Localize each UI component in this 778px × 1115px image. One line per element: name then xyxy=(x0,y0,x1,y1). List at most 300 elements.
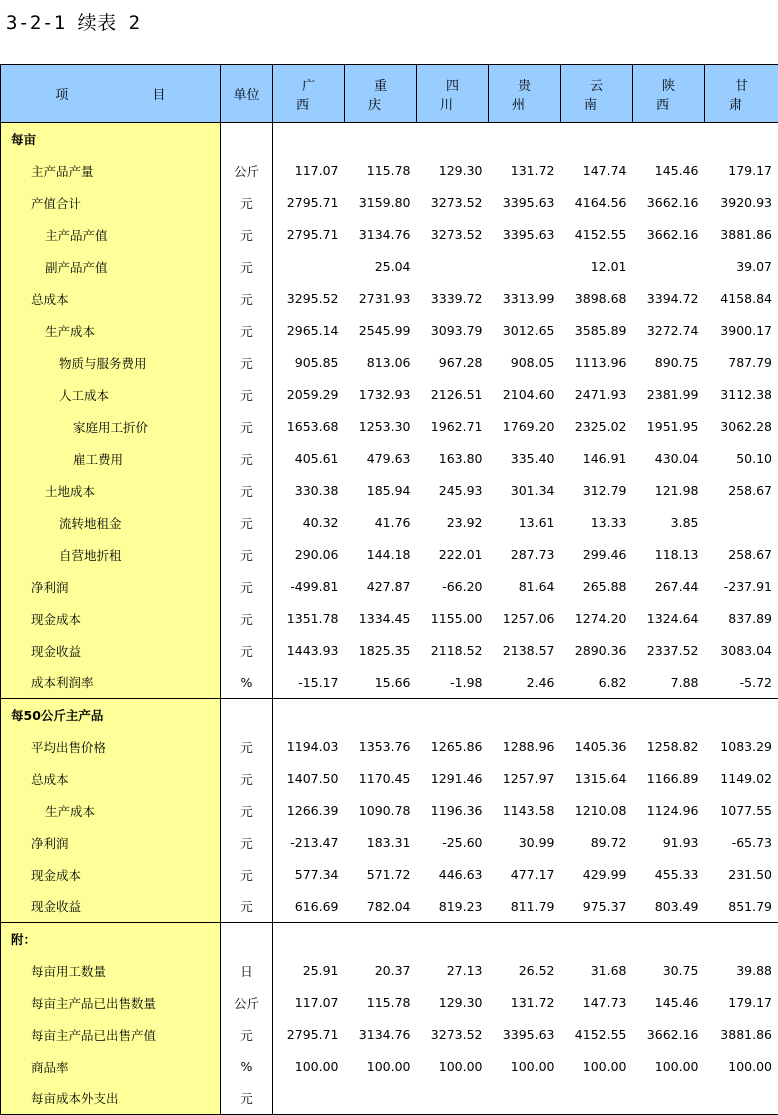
cell-value: 1258.82 xyxy=(633,731,705,763)
cell-value: 2795.71 xyxy=(273,219,345,251)
table-row xyxy=(1,1051,778,1083)
row-label: 成本利润率 xyxy=(1,667,221,699)
cell-value: 2795.71 xyxy=(273,187,345,219)
row-unit: 元 xyxy=(221,635,273,667)
cell-value: 100.00 xyxy=(273,1051,345,1083)
cell-value: 91.93 xyxy=(633,827,705,859)
cell-value: 2965.14 xyxy=(273,315,345,347)
cell-value: 2795.71 xyxy=(273,1019,345,1051)
cell-value: 4152.55 xyxy=(561,219,633,251)
row-label: 家庭用工折价 xyxy=(1,411,221,443)
cell-value: 1274.20 xyxy=(561,603,633,635)
row-unit: 元 xyxy=(221,219,273,251)
cell-value xyxy=(633,1083,705,1115)
cell-value: 3273.52 xyxy=(417,219,489,251)
table-row xyxy=(1,1083,778,1115)
row-unit: % xyxy=(221,667,273,699)
row-label: 每亩用工数量 xyxy=(1,955,221,987)
cell-value: 1083.29 xyxy=(705,731,778,763)
cell-value: 3662.16 xyxy=(633,219,705,251)
cell-value xyxy=(345,699,417,731)
row-label: 现金成本 xyxy=(1,603,221,635)
table-row xyxy=(1,667,778,699)
row-label: 主产品产量 xyxy=(1,155,221,187)
header-item: 项 目 xyxy=(1,65,221,123)
row-unit: 公斤 xyxy=(221,987,273,1019)
table-row xyxy=(1,699,778,731)
cell-value: 183.31 xyxy=(345,827,417,859)
cell-value: 3395.63 xyxy=(489,219,561,251)
cell-value: 1653.68 xyxy=(273,411,345,443)
cell-value xyxy=(273,1083,345,1115)
row-unit: 元 xyxy=(221,443,273,475)
cell-value xyxy=(561,923,633,955)
cell-value: 1407.50 xyxy=(273,763,345,795)
row-unit: 公斤 xyxy=(221,155,273,187)
cell-value xyxy=(705,1083,778,1115)
table-row xyxy=(1,251,778,283)
cell-value: 39.88 xyxy=(705,955,778,987)
cell-value: 479.63 xyxy=(345,443,417,475)
cell-value xyxy=(345,123,417,155)
cell-value: 4158.84 xyxy=(705,283,778,315)
cell-value: -499.81 xyxy=(273,571,345,603)
row-label: 净利润 xyxy=(1,571,221,603)
row-label: 产值合计 xyxy=(1,187,221,219)
table-row xyxy=(1,635,778,667)
row-unit: 元 xyxy=(221,763,273,795)
row-unit: 元 xyxy=(221,603,273,635)
row-unit: 元 xyxy=(221,315,273,347)
table-row xyxy=(1,443,778,475)
cell-value: 129.30 xyxy=(417,987,489,1019)
cell-value xyxy=(345,923,417,955)
table-row xyxy=(1,379,778,411)
cell-value: -66.20 xyxy=(417,571,489,603)
cell-value xyxy=(489,1083,561,1115)
cell-value: 25.91 xyxy=(273,955,345,987)
row-label: 附： xyxy=(1,923,221,955)
header-unit: 单位 xyxy=(221,65,273,123)
cell-value: 118.13 xyxy=(633,539,705,571)
row-unit: 日 xyxy=(221,955,273,987)
row-unit: 元 xyxy=(221,827,273,859)
cell-value: 967.28 xyxy=(417,347,489,379)
cell-value: 3273.52 xyxy=(417,187,489,219)
cell-value: 100.00 xyxy=(561,1051,633,1083)
cell-value: 3898.68 xyxy=(561,283,633,315)
cell-value: 20.37 xyxy=(345,955,417,987)
row-unit: 元 xyxy=(221,731,273,763)
cell-value: 1090.78 xyxy=(345,795,417,827)
data-table xyxy=(0,64,778,1115)
table-row xyxy=(1,347,778,379)
row-unit: 元 xyxy=(221,859,273,891)
cell-value: 477.17 xyxy=(489,859,561,891)
cell-value: 3900.17 xyxy=(705,315,778,347)
cell-value: 50.10 xyxy=(705,443,778,475)
table-row xyxy=(1,1019,778,1051)
cell-value: 89.72 xyxy=(561,827,633,859)
cell-value: 1291.46 xyxy=(417,763,489,795)
cell-value: 3395.63 xyxy=(489,187,561,219)
cell-value: 12.01 xyxy=(561,251,633,283)
cell-value: 1443.93 xyxy=(273,635,345,667)
table-row xyxy=(1,283,778,315)
cell-value: 2.46 xyxy=(489,667,561,699)
cell-value: 27.13 xyxy=(417,955,489,987)
cell-value xyxy=(273,123,345,155)
cell-value xyxy=(705,507,778,539)
cell-value: 3062.28 xyxy=(705,411,778,443)
cell-value: 1257.06 xyxy=(489,603,561,635)
cell-value: 446.63 xyxy=(417,859,489,891)
cell-value: 1210.08 xyxy=(561,795,633,827)
cell-value: 429.99 xyxy=(561,859,633,891)
cell-value: 3.85 xyxy=(633,507,705,539)
cell-value xyxy=(417,251,489,283)
cell-value: 1962.71 xyxy=(417,411,489,443)
cell-value: 2731.93 xyxy=(345,283,417,315)
cell-value: 2325.02 xyxy=(561,411,633,443)
cell-value: 39.07 xyxy=(705,251,778,283)
row-label: 每亩主产品已出售产值 xyxy=(1,1019,221,1051)
cell-value: 3134.76 xyxy=(345,1019,417,1051)
table-row xyxy=(1,539,778,571)
cell-value xyxy=(705,123,778,155)
cell-value: 258.67 xyxy=(705,475,778,507)
row-label: 雇工费用 xyxy=(1,443,221,475)
row-unit: 元 xyxy=(221,1019,273,1051)
cell-value: 1143.58 xyxy=(489,795,561,827)
cell-value: 1825.35 xyxy=(345,635,417,667)
cell-value: 258.67 xyxy=(705,539,778,571)
cell-value: 1170.45 xyxy=(345,763,417,795)
row-label: 副产品产值 xyxy=(1,251,221,283)
row-unit: 元 xyxy=(221,507,273,539)
cell-value: 1113.96 xyxy=(561,347,633,379)
table-row xyxy=(1,923,778,955)
cell-value: 146.91 xyxy=(561,443,633,475)
row-label: 现金成本 xyxy=(1,859,221,891)
cell-value: 1324.64 xyxy=(633,603,705,635)
cell-value: 290.06 xyxy=(273,539,345,571)
cell-value xyxy=(489,923,561,955)
row-label: 总成本 xyxy=(1,283,221,315)
cell-value: 222.01 xyxy=(417,539,489,571)
cell-value: 13.61 xyxy=(489,507,561,539)
cell-value: 3012.65 xyxy=(489,315,561,347)
cell-value: 571.72 xyxy=(345,859,417,891)
row-unit: 元 xyxy=(221,283,273,315)
cell-value: 1769.20 xyxy=(489,411,561,443)
cell-value xyxy=(705,699,778,731)
cell-value: 2890.36 xyxy=(561,635,633,667)
row-unit: 元 xyxy=(221,411,273,443)
cell-value: 2126.51 xyxy=(417,379,489,411)
row-label: 每亩成本外支出 xyxy=(1,1083,221,1115)
cell-value: 787.79 xyxy=(705,347,778,379)
cell-value: 40.32 xyxy=(273,507,345,539)
row-label: 土地成本 xyxy=(1,475,221,507)
row-unit: 元 xyxy=(221,187,273,219)
cell-value: -213.47 xyxy=(273,827,345,859)
cell-value xyxy=(633,699,705,731)
cell-value: 100.00 xyxy=(705,1051,778,1083)
cell-value: 2118.52 xyxy=(417,635,489,667)
cell-value xyxy=(561,699,633,731)
row-unit: 元 xyxy=(221,379,273,411)
cell-value: 1194.03 xyxy=(273,731,345,763)
cell-value: 15.66 xyxy=(345,667,417,699)
cell-value: 1405.36 xyxy=(561,731,633,763)
cell-value xyxy=(705,923,778,955)
row-label: 平均出售价格 xyxy=(1,731,221,763)
cell-value: 3662.16 xyxy=(633,1019,705,1051)
cell-value: 115.78 xyxy=(345,155,417,187)
cell-value: 100.00 xyxy=(633,1051,705,1083)
table-row xyxy=(1,891,778,923)
row-unit: 元 xyxy=(221,347,273,379)
row-unit: 元 xyxy=(221,891,273,923)
cell-value xyxy=(489,123,561,155)
cell-value: 100.00 xyxy=(489,1051,561,1083)
cell-value: 335.40 xyxy=(489,443,561,475)
cell-value: 245.93 xyxy=(417,475,489,507)
cell-value: 2059.29 xyxy=(273,379,345,411)
cell-value xyxy=(345,1083,417,1115)
row-unit: % xyxy=(221,1051,273,1083)
table-row xyxy=(1,795,778,827)
cell-value: 3585.89 xyxy=(561,315,633,347)
cell-value xyxy=(633,251,705,283)
cell-value: 3159.80 xyxy=(345,187,417,219)
cell-value: 231.50 xyxy=(705,859,778,891)
cell-value: 121.98 xyxy=(633,475,705,507)
table-body xyxy=(1,123,778,1115)
row-label: 净利润 xyxy=(1,827,221,859)
table-row xyxy=(1,603,778,635)
cell-value: 23.92 xyxy=(417,507,489,539)
cell-value: 163.80 xyxy=(417,443,489,475)
cell-value xyxy=(489,699,561,731)
cell-value: 1334.45 xyxy=(345,603,417,635)
cell-value xyxy=(417,1083,489,1115)
cell-value: 1351.78 xyxy=(273,603,345,635)
cell-value: -237.91 xyxy=(705,571,778,603)
cell-value: 890.75 xyxy=(633,347,705,379)
header-region: 四 川 xyxy=(417,65,489,123)
cell-value: 3272.74 xyxy=(633,315,705,347)
cell-value xyxy=(633,123,705,155)
cell-value: 1951.95 xyxy=(633,411,705,443)
cell-value: 185.94 xyxy=(345,475,417,507)
row-unit: 元 xyxy=(221,539,273,571)
table-row xyxy=(1,187,778,219)
cell-value xyxy=(273,251,345,283)
row-label: 每50公斤主产品 xyxy=(1,699,221,731)
row-label: 总成本 xyxy=(1,763,221,795)
cell-value: 3112.38 xyxy=(705,379,778,411)
table-row xyxy=(1,987,778,1019)
row-unit xyxy=(221,123,273,155)
cell-value: 144.18 xyxy=(345,539,417,571)
header-region: 广 西 xyxy=(273,65,345,123)
cell-value: 811.79 xyxy=(489,891,561,923)
page-title: 3-2-1 续表 2 xyxy=(6,8,141,35)
table-row xyxy=(1,731,778,763)
cell-value: 129.30 xyxy=(417,155,489,187)
cell-value: 267.44 xyxy=(633,571,705,603)
cell-value: 1288.96 xyxy=(489,731,561,763)
cell-value: 1149.02 xyxy=(705,763,778,795)
header-region: 甘 肃 xyxy=(705,65,778,123)
row-label: 现金收益 xyxy=(1,635,221,667)
header-region: 云 南 xyxy=(561,65,633,123)
cell-value xyxy=(561,123,633,155)
table-row xyxy=(1,859,778,891)
cell-value: 100.00 xyxy=(345,1051,417,1083)
cell-value: 3134.76 xyxy=(345,219,417,251)
cell-value: 405.61 xyxy=(273,443,345,475)
table-row xyxy=(1,411,778,443)
cell-value: 312.79 xyxy=(561,475,633,507)
cell-value: 7.88 xyxy=(633,667,705,699)
cell-value: 117.07 xyxy=(273,155,345,187)
cell-value: 427.87 xyxy=(345,571,417,603)
cell-value: 147.74 xyxy=(561,155,633,187)
row-label: 商品率 xyxy=(1,1051,221,1083)
cell-value: 145.46 xyxy=(633,987,705,1019)
cell-value: 299.46 xyxy=(561,539,633,571)
cell-value: 1315.64 xyxy=(561,763,633,795)
table-row xyxy=(1,155,778,187)
cell-value: 145.46 xyxy=(633,155,705,187)
cell-value: -15.17 xyxy=(273,667,345,699)
table-row xyxy=(1,475,778,507)
cell-value: 819.23 xyxy=(417,891,489,923)
cell-value: 2337.52 xyxy=(633,635,705,667)
header-region: 重 庆 xyxy=(345,65,417,123)
cell-value: 430.04 xyxy=(633,443,705,475)
table-row xyxy=(1,123,778,155)
cell-value: 2471.93 xyxy=(561,379,633,411)
cell-value: 147.73 xyxy=(561,987,633,1019)
cell-value: 3093.79 xyxy=(417,315,489,347)
cell-value: 3313.99 xyxy=(489,283,561,315)
row-unit xyxy=(221,923,273,955)
cell-value: 1266.39 xyxy=(273,795,345,827)
cell-value: -25.60 xyxy=(417,827,489,859)
cell-value xyxy=(489,251,561,283)
cell-value: 851.79 xyxy=(705,891,778,923)
cell-value: 131.72 xyxy=(489,987,561,1019)
cell-value: 330.38 xyxy=(273,475,345,507)
cell-value: 3339.72 xyxy=(417,283,489,315)
row-label: 人工成本 xyxy=(1,379,221,411)
cell-value: -1.98 xyxy=(417,667,489,699)
cell-value: 131.72 xyxy=(489,155,561,187)
cell-value: -5.72 xyxy=(705,667,778,699)
cell-value xyxy=(633,923,705,955)
cell-value: 803.49 xyxy=(633,891,705,923)
cell-value: 3295.52 xyxy=(273,283,345,315)
cell-value: 616.69 xyxy=(273,891,345,923)
table-row xyxy=(1,315,778,347)
cell-value: 455.33 xyxy=(633,859,705,891)
cell-value: -65.73 xyxy=(705,827,778,859)
cell-value: 41.76 xyxy=(345,507,417,539)
cell-value: 3881.86 xyxy=(705,219,778,251)
cell-value: 3881.86 xyxy=(705,1019,778,1051)
row-label: 每亩 xyxy=(1,123,221,155)
cell-value xyxy=(417,923,489,955)
cell-value: 813.06 xyxy=(345,347,417,379)
cell-value: 3395.63 xyxy=(489,1019,561,1051)
cell-value: 265.88 xyxy=(561,571,633,603)
cell-value: 179.17 xyxy=(705,155,778,187)
cell-value: 100.00 xyxy=(417,1051,489,1083)
header-row xyxy=(1,65,778,123)
table-row xyxy=(1,219,778,251)
cell-value xyxy=(417,699,489,731)
cell-value: 1265.86 xyxy=(417,731,489,763)
table-row xyxy=(1,571,778,603)
cell-value: 2381.99 xyxy=(633,379,705,411)
cell-value: 30.99 xyxy=(489,827,561,859)
cell-value: 1077.55 xyxy=(705,795,778,827)
cell-value: 2545.99 xyxy=(345,315,417,347)
table-row xyxy=(1,763,778,795)
header-region: 贵 州 xyxy=(489,65,561,123)
row-label: 物质与服务费用 xyxy=(1,347,221,379)
cell-value: 1196.36 xyxy=(417,795,489,827)
row-unit: 元 xyxy=(221,1083,273,1115)
table-row xyxy=(1,507,778,539)
cell-value: 1253.30 xyxy=(345,411,417,443)
table-row xyxy=(1,955,778,987)
cell-value xyxy=(417,123,489,155)
cell-value: 577.34 xyxy=(273,859,345,891)
cell-value: 2104.60 xyxy=(489,379,561,411)
cell-value: 3273.52 xyxy=(417,1019,489,1051)
cell-value: 1732.93 xyxy=(345,379,417,411)
cell-value: 25.04 xyxy=(345,251,417,283)
cell-value: 1155.00 xyxy=(417,603,489,635)
cell-value: 6.82 xyxy=(561,667,633,699)
cell-value: 2138.57 xyxy=(489,635,561,667)
cell-value xyxy=(273,699,345,731)
cell-value xyxy=(561,1083,633,1115)
cell-value: 31.68 xyxy=(561,955,633,987)
row-label: 生产成本 xyxy=(1,315,221,347)
cell-value: 30.75 xyxy=(633,955,705,987)
row-label: 流转地租金 xyxy=(1,507,221,539)
cell-value: 26.52 xyxy=(489,955,561,987)
table-row xyxy=(1,827,778,859)
cell-value: 837.89 xyxy=(705,603,778,635)
cell-value: 301.34 xyxy=(489,475,561,507)
cell-value: 1257.97 xyxy=(489,763,561,795)
row-label: 现金收益 xyxy=(1,891,221,923)
cell-value: 117.07 xyxy=(273,987,345,1019)
cell-value: 1353.76 xyxy=(345,731,417,763)
cell-value: 3920.93 xyxy=(705,187,778,219)
row-label: 自营地折租 xyxy=(1,539,221,571)
row-label: 主产品产值 xyxy=(1,219,221,251)
row-unit: 元 xyxy=(221,251,273,283)
cell-value: 13.33 xyxy=(561,507,633,539)
